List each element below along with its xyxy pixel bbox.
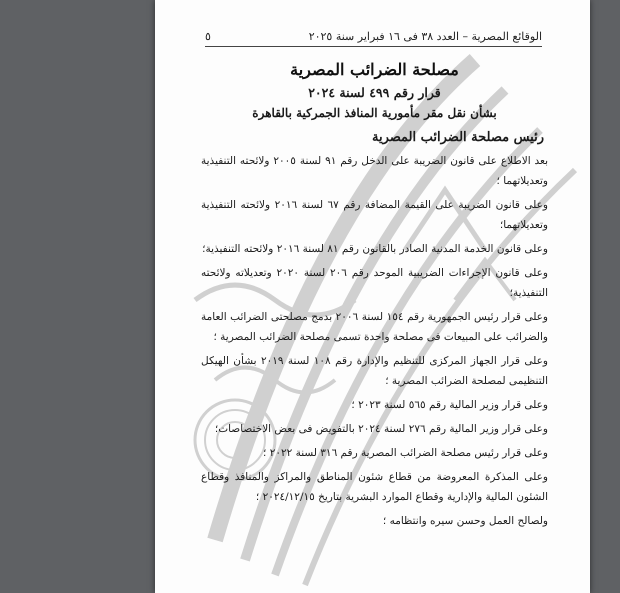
preamble-paragraph: وعلى قرار رئيس مصلحة الضرائب المصرية رقم ٣١٦ لسنة ٢٠٢٢ ؛ [263,447,548,459]
gazette-title: الوقائع المصرية – العدد ٣٨ فى ١٦ فبراير سنة ٢٠٢٥ [308,30,542,43]
viewer-background-left [0,0,155,593]
preamble-paragraph: بعد الاطلاع على قانون الضريبة على الدخل رقم ٩١ لسنة ٢٠٠٥ ولائحته التنفيذية وتعديلاتهما ؛ [201,155,549,187]
decree-number: قرار رقم ٤٩٩ لسنة ٢٠٢٤ [308,85,441,100]
preamble-paragraph: وعلى قرار وزير المالية رقم ٥٦٥ لسنة ٢٠٢٣ ؛ [351,399,548,411]
preamble-paragraph: وعلى قرار رئيس الجمهورية رقم ١٥٤ لسنة ٢٠٠٦ بدمج مصلحتى الضرائب العامة والضرائب على المبيعات فى مصلحة واحدة تسمى مصلحة الضرائب المصرية ؛ [201,311,549,343]
preamble-paragraph: وعلى قانون الخدمة المدنية الصادر بالقانون رقم ٨١ لسنة ٢٠١٦ ولائحته التنفيذية؛ [202,243,548,255]
viewer-scrollbar-area[interactable] [590,0,620,593]
agency-title: مصلحة الضرائب المصرية [290,60,459,79]
preamble-paragraph: ولصالح العمل وحسن سيره وانتظامه ؛ [382,515,548,527]
page-number: ٥ [205,30,211,43]
document-body [201,56,548,535]
preamble-paragraph: وعلى قرار وزير المالية رقم ٢٧٦ لسنة ٢٠٢٤ بالتفويض فى بعض الاختصاصات؛ [214,423,548,435]
preamble-paragraph: وعلى قرار الجهاز المركزى للتنظيم والإدارة رقم ١٠٨ لسنة ٢٠١٩ بشأن الهيكل التنظيمى لمصلحة الضرائب المصرية ؛ [201,355,548,387]
preamble-paragraph: وعلى المذكرة المعروضة من قطاع شئون المناطق والمراكز والمنافذ وقطاع الشئون المالية والإدارية وقطاع الموارد البشرية بتاريخ ٢٠٢٤/١٢/١٥ ؛ [201,471,548,503]
decree-subject: بشأن نقل مقر مأمورية المنافذ الجمركية بالقاهرة [252,106,497,120]
issuing-authority: رئيس مصلحة الضرائب المصرية [371,130,544,145]
gazette-header [205,30,542,47]
preamble-paragraph: وعلى قانون الإجراءات الضريبية الموحد رقم ٢٠٦ لسنة ٢٠٢٠ وتعديلاته ولائحته التنفيذية؛ [201,267,548,299]
document-page [155,0,590,593]
preamble-paragraph: وعلى قانون الضريبة على القيمة المضافة رقم ٦٧ لسنة ٢٠١٦ ولائحته التنفيذية وتعديلاتهما؛ [201,199,548,231]
